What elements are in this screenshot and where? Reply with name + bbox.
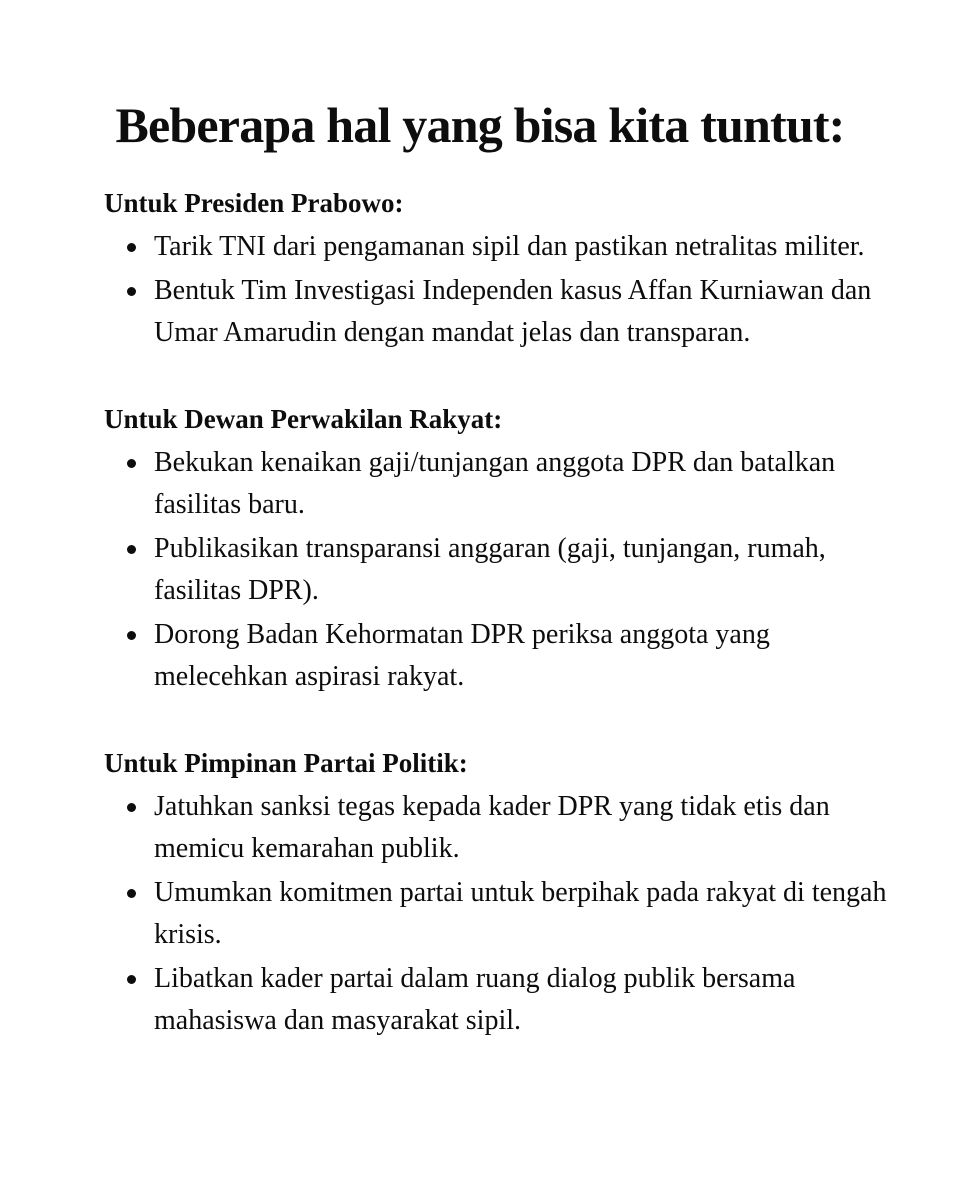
bullet-list — [104, 442, 900, 698]
list-item: Tarik TNI dari pengamanan sipil dan pastikan netralitas militer. — [154, 226, 900, 268]
section-heading: Untuk Pimpinan Partai Politik: — [104, 748, 468, 778]
section-partai — [104, 746, 900, 1042]
section-presiden — [104, 186, 900, 354]
section-heading: Untuk Presiden Prabowo: — [104, 188, 404, 218]
list-item: Dorong Badan Kehormatan DPR periksa anggota yang melecehkan aspirasi rakyat. — [154, 614, 900, 698]
section-dpr — [104, 402, 900, 698]
list-item: Bentuk Tim Investigasi Independen kasus Affan Kurniawan dan Umar Amarudin dengan mandat jelas dan transparan. — [154, 270, 900, 354]
list-item: Publikasikan transparansi anggaran (gaji, tunjangan, rumah, fasilitas DPR). — [154, 528, 900, 612]
section-heading: Untuk Dewan Perwakilan Rakyat: — [104, 404, 503, 434]
list-item: Bekukan kenaikan gaji/tunjangan anggota DPR dan batalkan fasilitas baru. — [154, 442, 900, 526]
list-item: Jatuhkan sanksi tegas kepada kader DPR yang tidak etis dan memicu kemarahan publik. — [154, 786, 900, 870]
list-item: Libatkan kader partai dalam ruang dialog publik bersama mahasiswa dan masyarakat sipil. — [154, 958, 900, 1042]
bullet-list — [104, 786, 900, 1042]
list-item: Umumkan komitmen partai untuk berpihak pada rakyat di tengah krisis. — [154, 872, 900, 956]
bullet-list — [104, 226, 900, 354]
page-title: Beberapa hal yang bisa kita tuntut: — [115, 97, 845, 153]
